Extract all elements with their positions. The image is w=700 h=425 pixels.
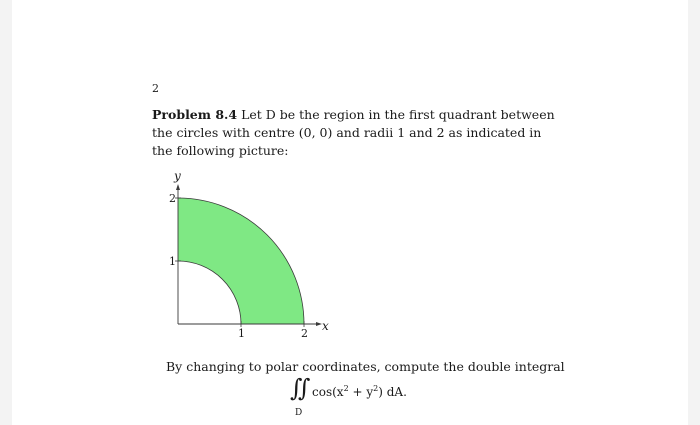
integrand: $\cos(x^2 + y^2)$ dA. bbox=[312, 384, 407, 399]
x-tick-label-2: 2 bbox=[301, 327, 308, 340]
double-integral-sign: ∬ bbox=[290, 374, 303, 402]
x-axis-label: x bbox=[322, 319, 329, 333]
annular-region bbox=[178, 198, 304, 324]
region-figure bbox=[160, 168, 340, 352]
right-margin-bar bbox=[688, 0, 700, 425]
x-tick-label-1: 1 bbox=[238, 327, 245, 340]
problem-statement bbox=[152, 106, 562, 160]
problem-heading: Problem 8.4 bbox=[152, 107, 238, 122]
instruction-text: By changing to polar coordinates, compute the double integral bbox=[166, 359, 565, 374]
integral-domain: D bbox=[295, 408, 303, 418]
page-number: 2 bbox=[152, 82, 159, 95]
y-axis-arrow bbox=[176, 184, 180, 190]
y-axis-label: y bbox=[174, 169, 181, 183]
region-figure-svg bbox=[160, 168, 340, 348]
left-margin-bar bbox=[0, 0, 12, 425]
y-tick-label-2: 2 bbox=[169, 192, 176, 205]
y-tick-label-1: 1 bbox=[169, 255, 176, 268]
problem-text: Let D be the region in the first quadrant between the circles with centre (0, 0) and radii 1 and 2 as indicated in the following picture: bbox=[152, 107, 555, 158]
